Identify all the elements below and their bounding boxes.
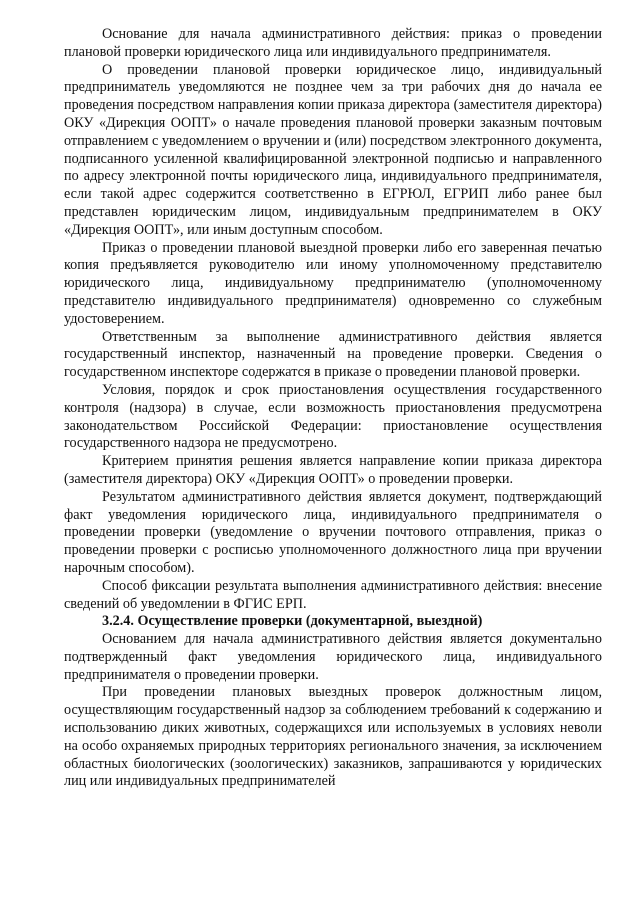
paragraph-inspection-basis: Основанием для начала административного действия является документально подтвержденный факт уведомления юридического лица, индивидуального предпринимателя о проведении проверки.	[64, 631, 602, 683]
paragraph-inspection-requests: При проведении плановых выездных проверок должностным лицом, осуществляющим государственный надзор за соблюдением требований к содержанию и использованию диких животных, содержащихся или используемых в условиях неволи на особо охраняемых природных территориях регионального значения, за исключением областных биологических (зоологических) заказников, запрашиваются у юридических лиц или индивидуальных предпринимателей	[64, 684, 602, 790]
paragraph-suspension: Условия, порядок и срок приостановления осуществления государственного контроля (надзора) в случае, если возможность приостановления предусмотрена законодательством Российской Федерации: приостановление осуществления государственного надзора не предусмотрено.	[64, 381, 602, 452]
paragraph-basis: Основание для начала административного действия: приказ о проведении плановой проверки юридического лица или индивидуального предпринимателя.	[64, 26, 602, 60]
paragraph-recording-method: Способ фиксации результата выполнения административного действия: внесение сведений об уведомлении в ФГИС ЕРП.	[64, 577, 602, 612]
paragraph-responsible: Ответственным за выполнение административного действия является государственный инспектор, назначенный на проведение проверки. Сведения о государственном инспекторе содержатся в приказе о проведении плановой проверки.	[64, 328, 602, 381]
section-heading: 3.2.4. Осуществление проверки (документарной, выездной)	[102, 613, 483, 630]
paragraph-order-presentation: Приказ о проведении плановой выездной проверки либо его заверенная печатью копия предъявляется руководителю или иному уполномоченному представителю юридического лица, индивидуальному предпринимателю (уполномоченному представителю индивидуального предпринимателя) одновременно со служебным удостоверением.	[64, 239, 602, 327]
paragraph-notification: О проведении плановой проверки юридическое лицо, индивидуальный предприниматель уведомляются не позднее чем за три рабочих дня до начала ее проведения посредством направления копии приказа директора (заместителя директора) ОКУ «Дирекция ООПТ» о начале проведения плановой проверки заказным почтовым отправлением с уведомлением о вручении и (или) посредством электронного документа, подписанного усиленной квалифицированной электронной подписью и направленного по адресу электронной почты юридического лица, индивидуального предпринимателя, если такой адрес содержится соответственно в ЕГРЮЛ, ЕГРИП либо ранее был представлен юридическим лицом, индивидуальным предпринимателем в ОКУ «Дирекция ООПТ», или иным доступным способом.	[64, 61, 602, 238]
paragraph-result: Результатом административного действия является документ, подтверждающий факт уведомления юридического лица, индивидуального предпринимателя о проведении проверки (уведомление о вручении почтового отправления, приказ о проведении проверки с росписью уполномоченного должностного лица при вручении нарочным способом).	[64, 488, 602, 576]
paragraph-decision-criterion: Критерием принятия решения является направление копии приказа директора (заместителя директора) ОКУ «Дирекция ООПТ» о проведении проверки.	[64, 453, 602, 487]
